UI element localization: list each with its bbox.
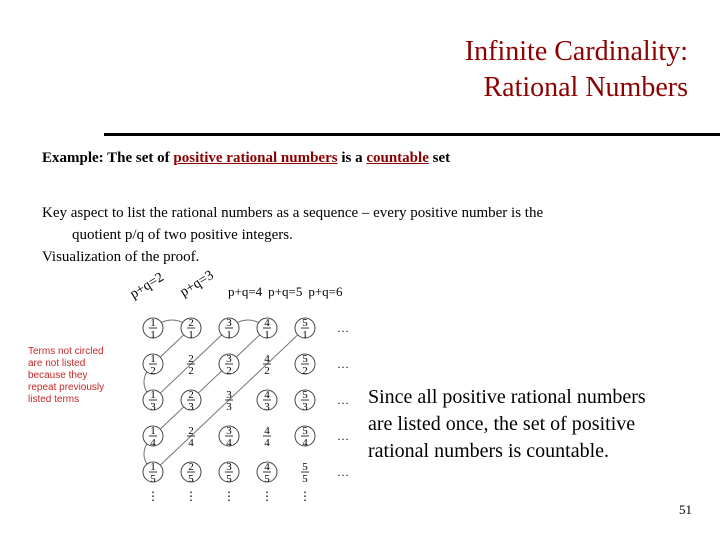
row-ellipsis: … <box>337 465 349 479</box>
example-middle: is a <box>337 150 367 166</box>
conclusion-line: are listed once, the set of positive <box>368 413 636 435</box>
term-numerator: 2 <box>188 353 194 365</box>
term-numerator: 3 <box>226 425 232 437</box>
term-denominator: 4 <box>188 437 194 449</box>
example-prefix: Example: The set of <box>42 150 174 166</box>
row-ellipsis: … <box>337 357 349 371</box>
term-numerator: 5 <box>302 461 308 473</box>
term-denominator: 2 <box>264 365 270 377</box>
term-numerator: 2 <box>188 317 194 329</box>
term-numerator: 2 <box>188 461 194 473</box>
term-numerator: 2 <box>188 389 194 401</box>
body-line-1: Key aspect to list the rational numbers as a sequence – every positive number is the <box>42 205 544 221</box>
term-numerator: 5 <box>302 317 308 329</box>
term-denominator: 3 <box>302 401 308 413</box>
term-numerator: 3 <box>226 353 232 365</box>
body-line-2: quotient p/q of two positive integers. <box>72 227 293 243</box>
term-denominator: 1 <box>150 329 156 341</box>
term-numerator: 3 <box>226 389 232 401</box>
note-line: because they <box>28 370 88 381</box>
term-denominator: 3 <box>264 401 270 413</box>
body-line-3: Visualization of the proof. <box>42 249 200 265</box>
term-denominator: 3 <box>150 401 156 413</box>
column-ellipsis: ⋮ <box>223 489 235 503</box>
title-line-1: Infinite Cardinality: <box>464 36 688 67</box>
term-denominator: 4 <box>226 437 232 449</box>
term-denominator: 1 <box>302 329 308 341</box>
sum-label-4: p+q=4 <box>228 284 263 299</box>
term-denominator: 2 <box>188 365 194 377</box>
title-line-2: Rational Numbers <box>483 72 688 103</box>
term-numerator: 5 <box>302 425 308 437</box>
conclusion-text <box>368 384 708 465</box>
term-numerator: 5 <box>302 353 308 365</box>
term-numerator: 1 <box>150 461 156 473</box>
note-line: Terms not circled <box>28 346 104 357</box>
term-denominator: 4 <box>150 437 156 449</box>
term-denominator: 4 <box>264 437 270 449</box>
term-numerator: 3 <box>226 461 232 473</box>
diagonal-label-2: p+q=2 <box>127 269 167 303</box>
row-ellipsis: … <box>337 393 349 407</box>
note-line: listed terms <box>28 394 80 405</box>
highlight-countable: countable <box>366 150 429 166</box>
term-numerator: 1 <box>150 389 156 401</box>
example-suffix: set <box>428 150 451 166</box>
row-ellipsis: … <box>337 321 349 335</box>
term-numerator: 1 <box>150 353 156 365</box>
term-denominator: 2 <box>302 365 308 377</box>
term-numerator: 2 <box>188 425 194 437</box>
term-denominator: 3 <box>188 401 194 413</box>
conclusion-line: rational numbers is countable. <box>368 440 610 462</box>
term-numerator: 4 <box>264 461 270 473</box>
term-denominator: 1 <box>226 329 232 341</box>
term-denominator: 5 <box>188 473 194 485</box>
term-numerator: 3 <box>226 317 232 329</box>
term-denominator: 1 <box>264 329 270 341</box>
sum-label-5: p+q=5 <box>268 284 303 299</box>
page-number: 51 <box>679 502 692 517</box>
term-denominator: 1 <box>188 329 194 341</box>
term-denominator: 3 <box>226 401 232 413</box>
note-line: are not listed <box>28 358 86 369</box>
conclusion-line: Since all positive rational numbers <box>368 386 646 408</box>
term-denominator: 5 <box>226 473 232 485</box>
note-line: repeat previously <box>28 382 105 393</box>
term-numerator: 4 <box>264 425 270 437</box>
diagonal-label-3: p+q=3 <box>177 267 217 301</box>
term-denominator: 5 <box>150 473 156 485</box>
term-denominator: 4 <box>302 437 308 449</box>
term-numerator: 5 <box>302 389 308 401</box>
sum-label-6: p+q=6 <box>308 284 343 299</box>
term-denominator: 5 <box>264 473 270 485</box>
term-denominator: 2 <box>150 365 156 377</box>
term-denominator: 5 <box>302 473 308 485</box>
term-numerator: 1 <box>150 317 156 329</box>
column-ellipsis: ⋮ <box>261 489 273 503</box>
row-ellipsis: … <box>337 429 349 443</box>
term-numerator: 4 <box>264 317 270 329</box>
column-ellipsis: ⋮ <box>147 489 159 503</box>
term-numerator: 4 <box>264 353 270 365</box>
column-ellipsis: ⋮ <box>185 489 197 503</box>
column-ellipsis: ⋮ <box>299 489 311 503</box>
highlight-positive-rationals: positive rational numbers <box>173 150 338 166</box>
term-numerator: 1 <box>150 425 156 437</box>
term-numerator: 4 <box>264 389 270 401</box>
term-denominator: 2 <box>226 365 232 377</box>
